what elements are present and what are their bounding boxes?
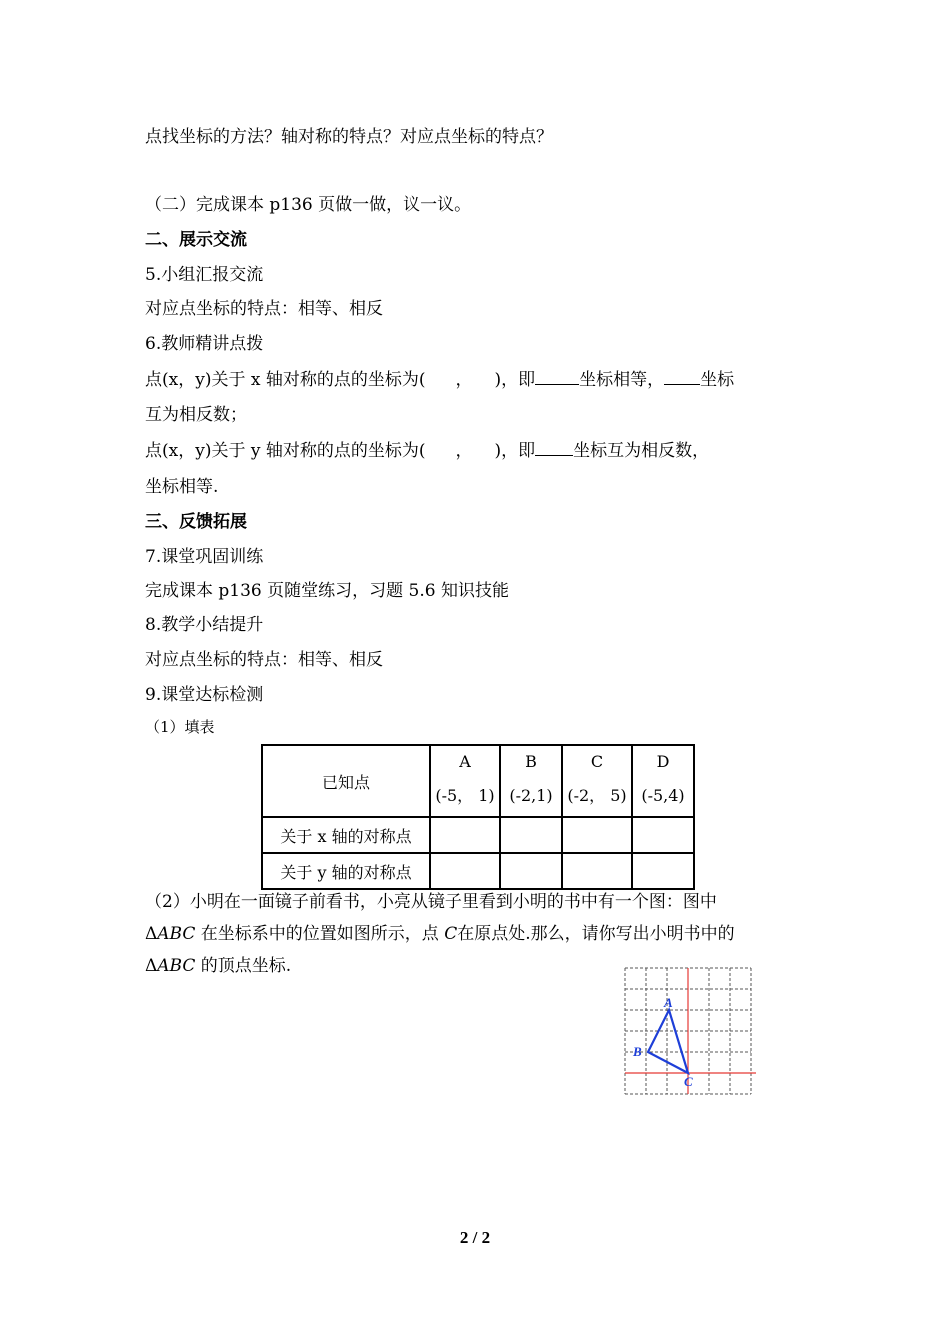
point-letter: D [656, 752, 670, 771]
l6-part-e: 坐标 [700, 370, 735, 390]
answer-cell[interactable] [430, 817, 500, 853]
text-line-6 [145, 368, 734, 391]
text-line-3: 5.小组汇报交流 [145, 265, 264, 285]
l6-part-a: 点(x，y)关于 x 轴对称的点的坐标为( [145, 370, 426, 390]
answer-cell[interactable] [500, 853, 562, 889]
table-row [262, 745, 694, 817]
text-line-14: 9.课堂达标检测 [145, 685, 264, 705]
text-line-12: 8.教学小结提升 [145, 615, 264, 635]
l6-part-c: )，即 [494, 370, 536, 390]
point-coord: (-5,4) [641, 786, 685, 805]
text-line-11: 完成课本 p136 页随堂练习，习题 5.6 知识技能 [145, 581, 509, 601]
text-line-15: （1）填表 [145, 718, 215, 736]
l6-part-d: 坐标相等， [579, 370, 665, 390]
page-number: 2 / 2 [459, 1228, 491, 1247]
triangle-name: ABC [157, 924, 196, 944]
text-line-13: 对应点坐标的特点：相等、相反 [145, 650, 383, 670]
section-heading-3: 三、反馈拓展 [145, 512, 247, 532]
text-line-5: 6.教师精讲点拨 [145, 334, 264, 354]
text-line-8 [145, 439, 709, 462]
p2b-mid: 在坐标系中的位置如图所示，点 [195, 924, 445, 944]
answer-blank[interactable] [535, 439, 573, 456]
point-letter: C [590, 752, 604, 771]
answer-cell[interactable] [430, 853, 500, 889]
label-b: B [633, 1044, 642, 1059]
table-header-cell: 已知点 [262, 745, 430, 817]
label-c: C [684, 1074, 693, 1089]
triangle-name: ABC [157, 956, 196, 976]
point-letter: A [459, 752, 471, 771]
point-c-cell [562, 745, 632, 817]
delta-symbol: Δ [145, 956, 158, 976]
coordinate-table [261, 744, 695, 890]
delta-symbol: Δ [145, 924, 158, 944]
answer-cell[interactable] [562, 853, 632, 889]
point-a-cell [430, 745, 500, 817]
triangle-coordinate-figure [622, 965, 762, 1097]
l8-part-a: 点(x，y)关于 y 轴对称的点的坐标为( [145, 441, 426, 461]
point-coord: (-5， 1) [435, 786, 495, 805]
l8-part-b: ， [455, 441, 473, 461]
text-line-1: 点找坐标的方法？轴对称的特点？对应点坐标的特点？ [145, 127, 553, 147]
section-heading-2: 二、展示交流 [145, 230, 247, 250]
problem-2-line-3 [145, 955, 291, 977]
l6-part-b: ， [455, 370, 473, 390]
answer-cell[interactable] [632, 853, 694, 889]
problem-2-line-1: （2）小明在一面镜子前看书，小亮从镜子里看到小明的书中有一个图：图中 [145, 892, 717, 912]
answer-cell[interactable] [500, 817, 562, 853]
text-line-4: 对应点坐标的特点：相等、相反 [145, 299, 383, 319]
row-label-y: 关于 y 轴的对称点 [262, 853, 430, 889]
p2b-post: 在原点处.那么，请你写出小明书中的 [457, 924, 735, 944]
point-b-cell [500, 745, 562, 817]
answer-blank[interactable] [664, 368, 700, 385]
answer-cell[interactable] [562, 817, 632, 853]
answer-blank[interactable] [535, 368, 579, 385]
triangle-abc [648, 1010, 688, 1073]
table-row [262, 817, 694, 853]
text-line-10: 7.课堂巩固训练 [145, 547, 264, 567]
point-c-name: C [444, 924, 458, 944]
answer-cell[interactable] [632, 817, 694, 853]
row-label-x: 关于 x 轴的对称点 [262, 817, 430, 853]
label-a: A [664, 995, 673, 1010]
text-line-7: 互为相反数； [145, 405, 247, 425]
problem-2-line-2 [145, 923, 735, 945]
l8-part-c: )，即 [494, 441, 536, 461]
point-d-cell [632, 745, 694, 817]
text-line-2: （二）完成课本 p136 页做一做，议一议。 [145, 195, 472, 215]
point-coord: (-2,1) [509, 786, 553, 805]
point-coord: (-2， 5) [567, 786, 627, 805]
l8-part-d: 坐标互为相反数， [573, 441, 710, 461]
text-line-9: 坐标相等. [145, 477, 219, 497]
p2c-post: 的顶点坐标. [195, 956, 292, 976]
table-row [262, 853, 694, 889]
point-letter: B [525, 752, 537, 771]
